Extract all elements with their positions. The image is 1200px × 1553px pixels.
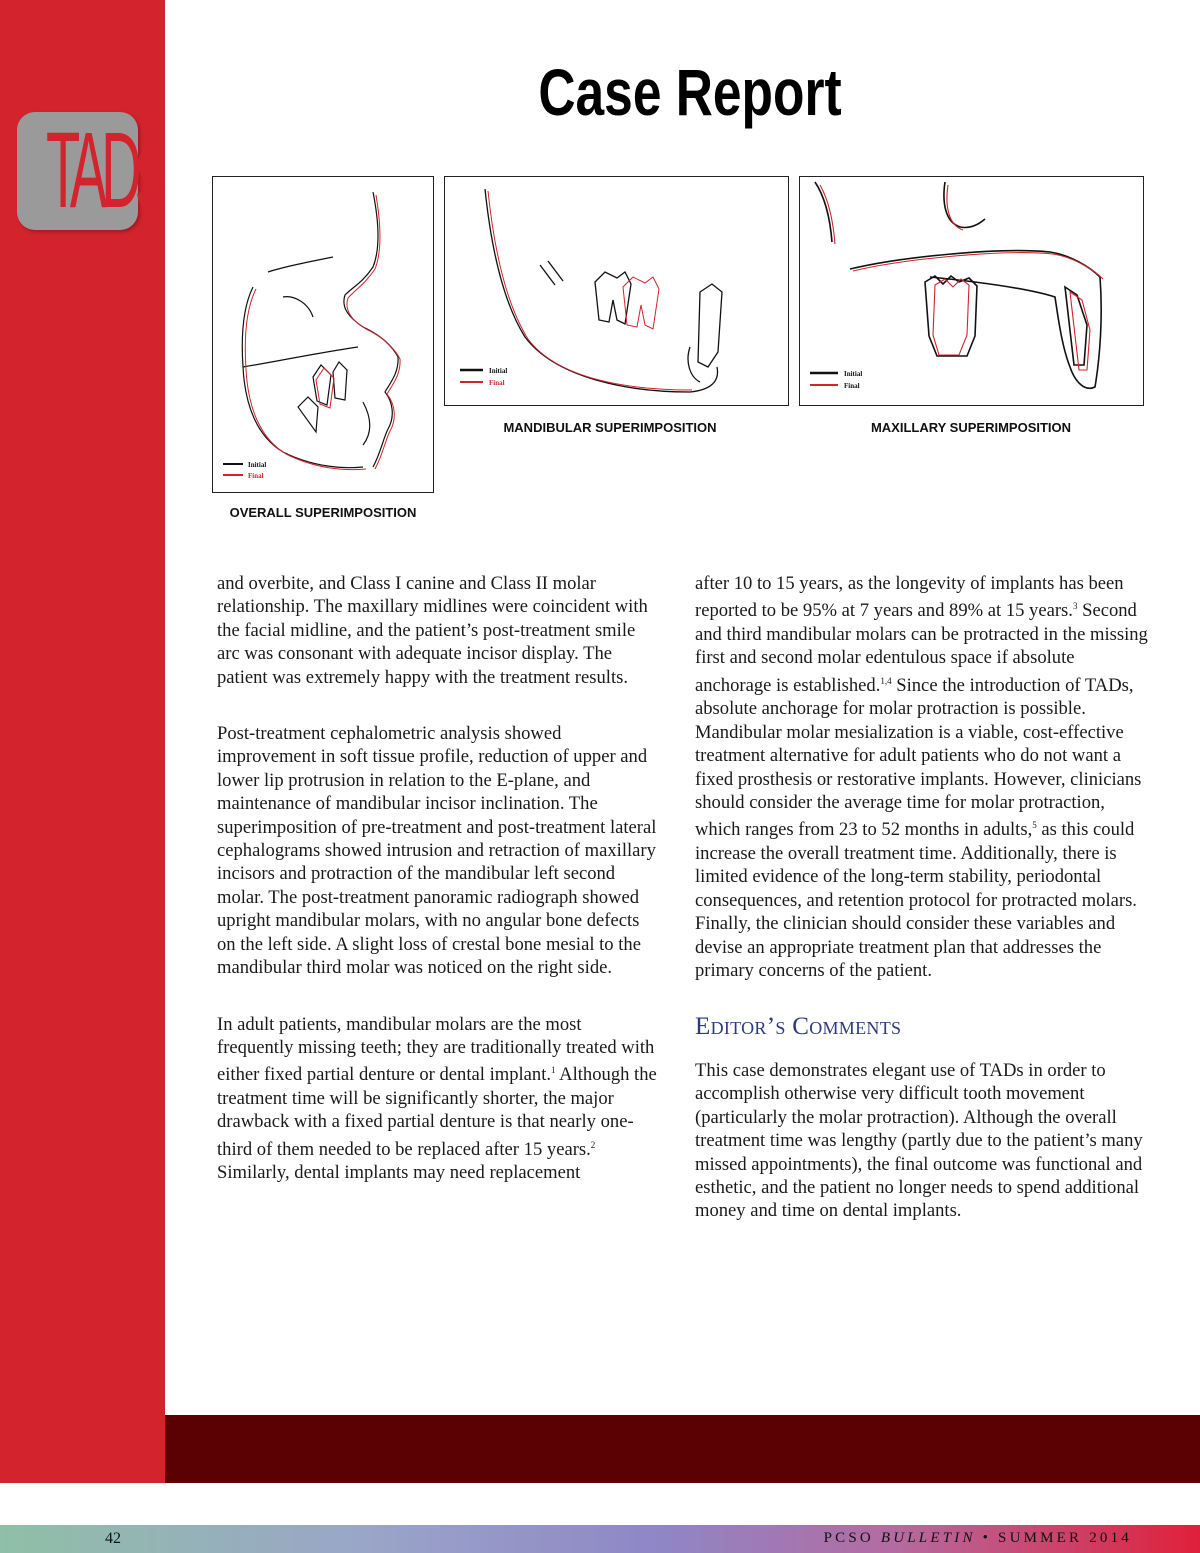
paragraph: after 10 to 15 years, as the longevity of implants has been reported to be 95% at 7 years and 89% at 15 years.$^3$ Second and third mandibular molars can be protracted in the missing first and second molar edentulous space if absolute anchorage is established.$^{1,4}$ Since the introduction of TADs, absolute anchorage for molar protraction is possible. Mandibular molar mesialization is a viable, cost-effective treatment alternative for adult patients who do not want a fixed prosthesis or restorative implants. However, clinicians should consider the average time for molar protraction, which ranges from 23 to 52 months in adults,$^5$ as this could increase the overall treatment time. Additionally, there is limited evidence of the long-term stability, periodontal consequences, and retention protocol for protracted molars. Finally, the clinician should consider these variables and devise an appropriate treatment plan that addresses the primary concerns of the patient. <box>695 573 1148 982</box>
overall-caption: OVERALL SUPERIMPOSITION <box>229 505 417 520</box>
paragraph: Post-treatment cephalometric analysis showed improvement in soft tissue profile, reduction of upper and lower lip protrusion in relation to the E-plane, and maintenance of mandibular incisor inclination. The superimposition of pre-treatment and post-treatment lateral cephalograms showed intrusion and retraction of maxillary incisors and protraction of the mandibular left second molar. The post-treatment panoramic radiograph showed upright mandibular molars, with no angular bone defects on the left side. A slight loss of crestal bone mesial to the mandibular third molar was noticed on the right side. <box>217 723 657 979</box>
legend-initial-label: Initial <box>489 367 508 375</box>
mandibular-superimposition-drawing <box>445 177 788 405</box>
page-title: Case Report <box>538 55 842 129</box>
maxillary-superimposition-figure <box>799 176 1144 406</box>
mandibular-superimposition-figure <box>444 176 789 406</box>
tads-badge <box>17 109 158 230</box>
legend-final-label: Final <box>844 382 860 390</box>
body-column-left <box>217 572 662 1218</box>
maxillary-superimposition-drawing <box>800 177 1143 405</box>
tads-badge-text: TADs <box>46 109 158 230</box>
legend-initial-label: Initial <box>248 461 267 469</box>
paragraph: In adult patients, mandibular molars are the most frequently missing teeth; they are traditionally treated with either fixed partial denture or dental implant.$^1$ Although the treatment time will be significantly shorter, the major drawback with a fixed partial denture is that nearly one-third of them needed to be replaced after 15 years.$^2$ Similarly, dental implants may need replacement <box>217 1013 657 1184</box>
maxillary-caption: MAXILLARY SUPERIMPOSITION <box>870 420 1072 435</box>
legend-final-label: Final <box>489 379 505 387</box>
overall-superimposition-drawing <box>213 177 433 492</box>
mandibular-caption: MANDIBULAR SUPERIMPOSITION <box>503 420 717 435</box>
overall-superimposition-figure <box>212 176 434 493</box>
footer-strip <box>0 1483 1200 1525</box>
body-column-right <box>695 572 1155 1256</box>
paragraph: This case demonstrates elegant use of TADs in order to accomplish otherwise very difficult tooth movement (particularly the molar protraction). Although the overall treatment time was lengthy (partly due to the patient’s many missed appointments), the final outcome was functional and esthetic, and the patient no longer needs to spend additional money and time on dental implants. <box>695 1059 1143 1222</box>
legend-initial-label: Initial <box>844 370 863 378</box>
footer-band <box>165 1415 1200 1483</box>
paragraph: and overbite, and Class I canine and Class II molar relationship. The maxillary midlines were coincident with the facial midline, and the patient’s post-treatment smile arc was consonant with adequate incisor display. The patient was extremely happy with the treatment results. <box>217 573 648 688</box>
section-heading: Editor’s Comments <box>695 1013 902 1041</box>
legend-final-label: Final <box>248 472 264 480</box>
publication-name: PCSO BULLETIN • SUMMER 2014 <box>823 1530 1132 1546</box>
page-number: 42 <box>105 1530 121 1547</box>
